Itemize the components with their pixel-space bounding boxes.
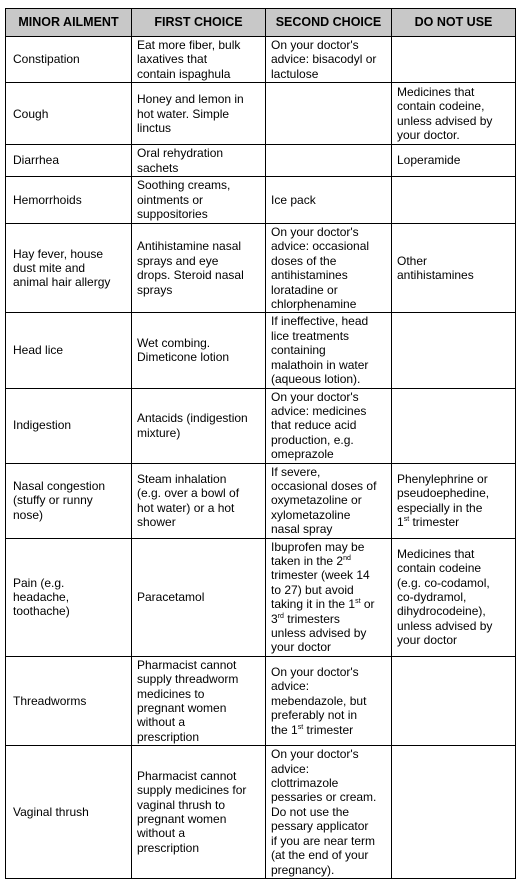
ailment-cell: Nasal congestion (stuffy or runny nose): [6, 463, 132, 538]
second-choice-cell: Ibuprofen may be taken in the 2nd trimester (week 14 to 27) but avoid taking it in the 1st or 3rd trimesters unless advised by your doctor: [266, 538, 392, 656]
ailment-cell: Head lice: [6, 313, 132, 388]
table-row: [6, 656, 516, 745]
do-not-use-cell: Loperamide: [392, 145, 516, 177]
first-choice-cell: Pharmacist cannot supply threadworm medicines to pregnant women without a prescription: [132, 656, 266, 745]
second-choice-cell: [266, 83, 392, 145]
second-choice-cell: On your doctor's advice: medicines that reduce acid production, e.g. omeprazole: [266, 388, 392, 463]
do-not-use-cell: Other antihistamines: [392, 224, 516, 313]
do-not-use-cell: [392, 746, 516, 879]
ailment-cell: Cough: [6, 83, 132, 145]
first-choice-cell: Paracetamol: [132, 538, 266, 656]
table-row: [6, 145, 516, 177]
do-not-use-cell: Phenylephrine or pseudoephedine, especially in the 1st trimester: [392, 463, 516, 538]
first-choice-cell: Antihistamine nasal sprays and eye drops. Steroid nasal sprays: [132, 224, 266, 313]
table-row: [6, 388, 516, 463]
first-choice-cell: Oral rehydration sachets: [132, 145, 266, 177]
ailment-cell: Vaginal thrush: [6, 746, 132, 879]
header-do-not-use: DO NOT USE: [392, 9, 516, 37]
second-choice-cell: On your doctor's advice: clottrimazole pessaries or cream. Do not use the pessary applicator if you are near term (at the end of your pregnancy).: [266, 746, 392, 879]
table-row: [6, 224, 516, 313]
ailment-cell: Hay fever, house dust mite and animal hair allergy: [6, 224, 132, 313]
ailment-cell: Constipation: [6, 37, 132, 83]
do-not-use-cell: [392, 388, 516, 463]
second-choice-cell: On your doctor's advice: bisacodyl or lactulose: [266, 37, 392, 83]
ailment-table: [5, 8, 516, 879]
ailment-cell: Hemorrhoids: [6, 177, 132, 224]
table-row: [6, 83, 516, 145]
first-choice-cell: Soothing creams, ointments or suppositories: [132, 177, 266, 224]
table-row: [6, 746, 516, 879]
ailment-cell: Diarrhea: [6, 145, 132, 177]
table-row: [6, 538, 516, 656]
table-row: [6, 37, 516, 83]
first-choice-cell: Honey and lemon in hot water. Simple linctus: [132, 83, 266, 145]
first-choice-cell: Wet combing. Dimeticone lotion: [132, 313, 266, 388]
do-not-use-cell: Medicines that contain codeine, unless advised by your doctor.: [392, 83, 516, 145]
second-choice-cell: If ineffective, head lice treatments containing malathoin in water (aqueous lotion).: [266, 313, 392, 388]
ailment-cell: Pain (e.g. headache, toothache): [6, 538, 132, 656]
first-choice-cell: Steam inhalation (e.g. over a bowl of hot water) or a hot shower: [132, 463, 266, 538]
table-row: [6, 177, 516, 224]
second-choice-cell: On your doctor's advice: occasional doses of the antihistamines loratadine or chlorphenamine: [266, 224, 392, 313]
do-not-use-cell: Medicines that contain codeine (e.g. co-codamol, co-dydramol, dihydrocodeine), unless advised by your doctor: [392, 538, 516, 656]
header-row: [6, 9, 516, 37]
first-choice-cell: Antacids (indigestion mixture): [132, 388, 266, 463]
do-not-use-cell: [392, 177, 516, 224]
first-choice-cell: Eat more fiber, bulk laxatives that contain ispaghula: [132, 37, 266, 83]
second-choice-cell: On your doctor's advice: mebendazole, but preferably not in the 1st trimester: [266, 656, 392, 745]
first-choice-cell: Pharmacist cannot supply medicines for vaginal thrush to pregnant women without a prescription: [132, 746, 266, 879]
ailment-cell: Indigestion: [6, 388, 132, 463]
header-first-choice: FIRST CHOICE: [132, 9, 266, 37]
header-second-choice: SECOND CHOICE: [266, 9, 392, 37]
do-not-use-cell: [392, 313, 516, 388]
second-choice-cell: Ice pack: [266, 177, 392, 224]
table-row: [6, 463, 516, 538]
do-not-use-cell: [392, 37, 516, 83]
second-choice-cell: [266, 145, 392, 177]
header-minor-ailment: MINOR AILMENT: [6, 9, 132, 37]
second-choice-cell: If severe, occasional doses of oxymetazoline or xylometazoline nasal spray: [266, 463, 392, 538]
ailment-cell: Threadworms: [6, 656, 132, 745]
table-row: [6, 313, 516, 388]
do-not-use-cell: [392, 656, 516, 745]
